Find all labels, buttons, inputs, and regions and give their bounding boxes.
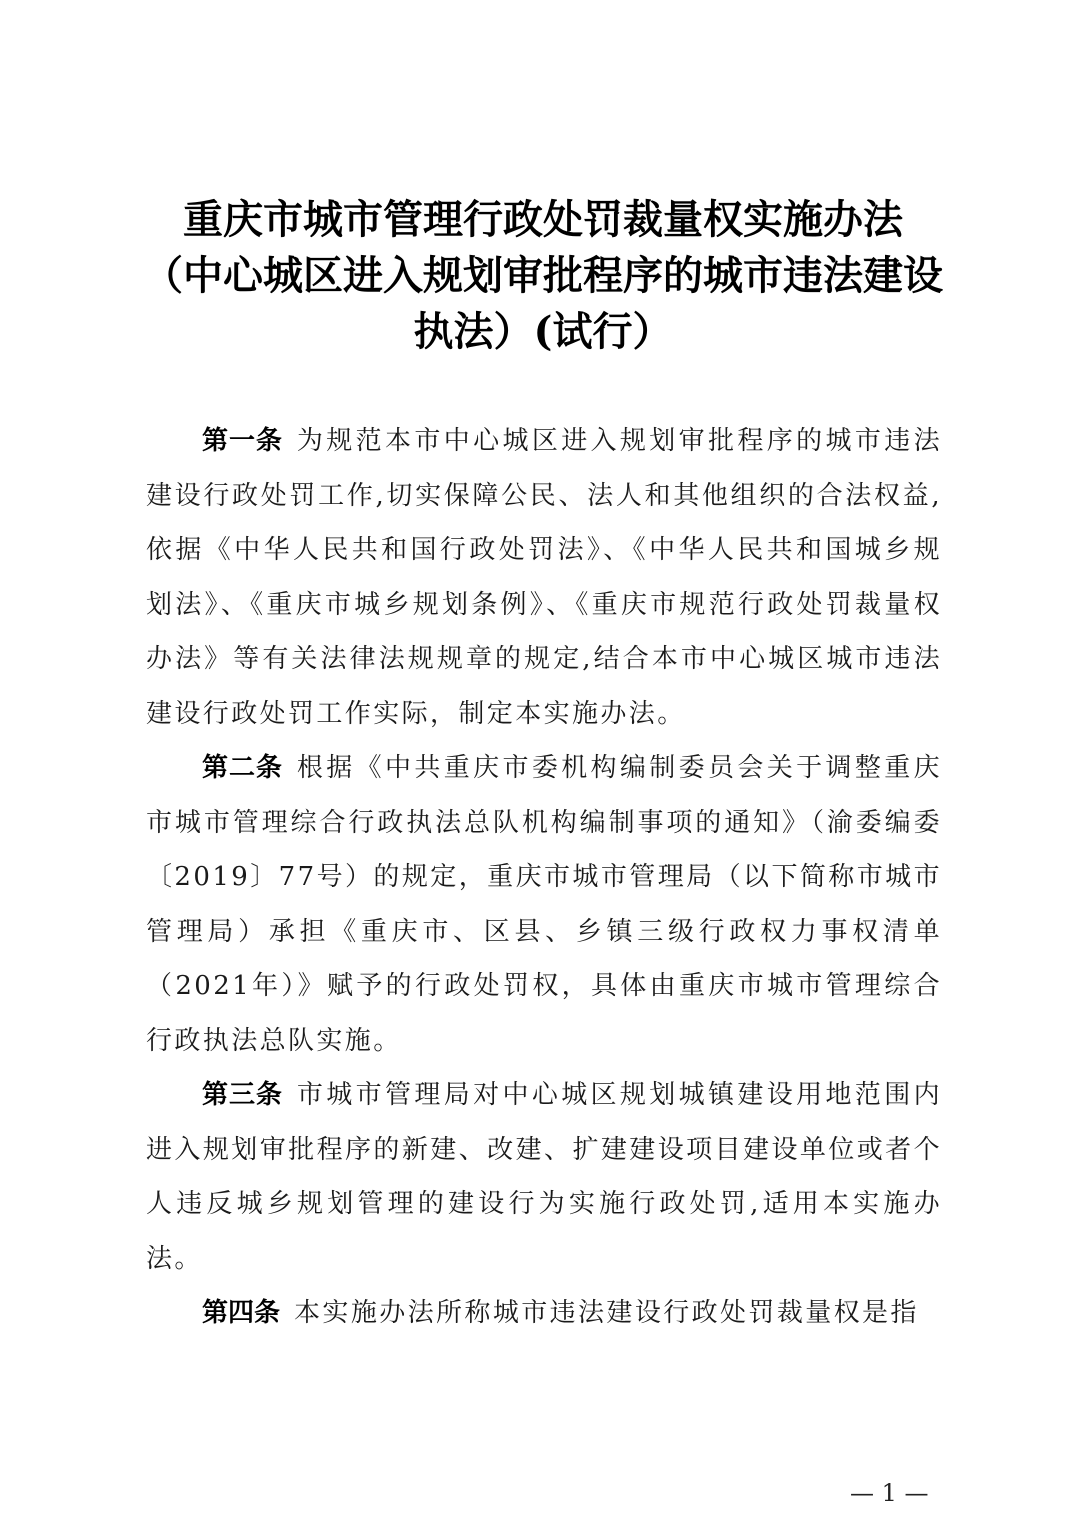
article-2-text: 根据《中共重庆市委机构编制委员会关于调整重庆市城市管理综合行政执法总队机构编制事项的通知》（渝委编委〔2019〕77号）的规定，重庆市城市管理局（以下简称市城市管理局）承担《重庆市、区县、乡镇三级行政权力事权清单（2021年）》赋予的行政处罚权，具体由重庆市城市管理综合行政执法总队实施。 bbox=[146, 753, 942, 1056]
title-line-1: 重庆市城市管理行政处罚裁量权实施办法 bbox=[183, 196, 903, 243]
article-4-heading: 第四条 bbox=[202, 1298, 281, 1328]
article-2 bbox=[146, 741, 942, 1068]
article-3-heading: 第三条 bbox=[202, 1080, 283, 1110]
title-line-3: 执法）(试行） bbox=[413, 308, 673, 355]
title-line-2: （中心城区进入规划审批程序的城市违法建设 bbox=[143, 252, 943, 299]
article-3-text: 市城市管理局对中心城区规划城镇建设用地范围内进入规划审批程序的新建、改建、扩建建设项目建设单位或者个人违反城乡规划管理的建设行为实施行政处罚,适用本实施办法。 bbox=[146, 1080, 942, 1274]
article-2-heading: 第二条 bbox=[202, 753, 283, 783]
article-1 bbox=[146, 414, 942, 741]
article-3 bbox=[146, 1068, 942, 1286]
article-4-text: 本实施办法所称城市违法建设行政处罚裁量权是指 bbox=[294, 1298, 919, 1328]
article-1-heading: 第一条 bbox=[202, 426, 283, 456]
article-4 bbox=[146, 1286, 942, 1341]
document-title bbox=[130, 192, 956, 360]
article-1-text: 为规范本市中心城区进入规划审批程序的城市违法建设行政处罚工作,切实保障公民、法人和其他组织的合法权益,依据《中华人民共和国行政处罚法》、《中华人民共和国城乡规划法》、《重庆市城乡规划条例》、《重庆市规范行政处罚裁量权办法》等有关法律法规规章的规定,结合本市中心城区城市违法建设行政处罚工作实际，制定本实施办法。 bbox=[146, 426, 942, 729]
page-number: — 1 — bbox=[850, 1479, 929, 1507]
document-body bbox=[146, 414, 942, 1341]
